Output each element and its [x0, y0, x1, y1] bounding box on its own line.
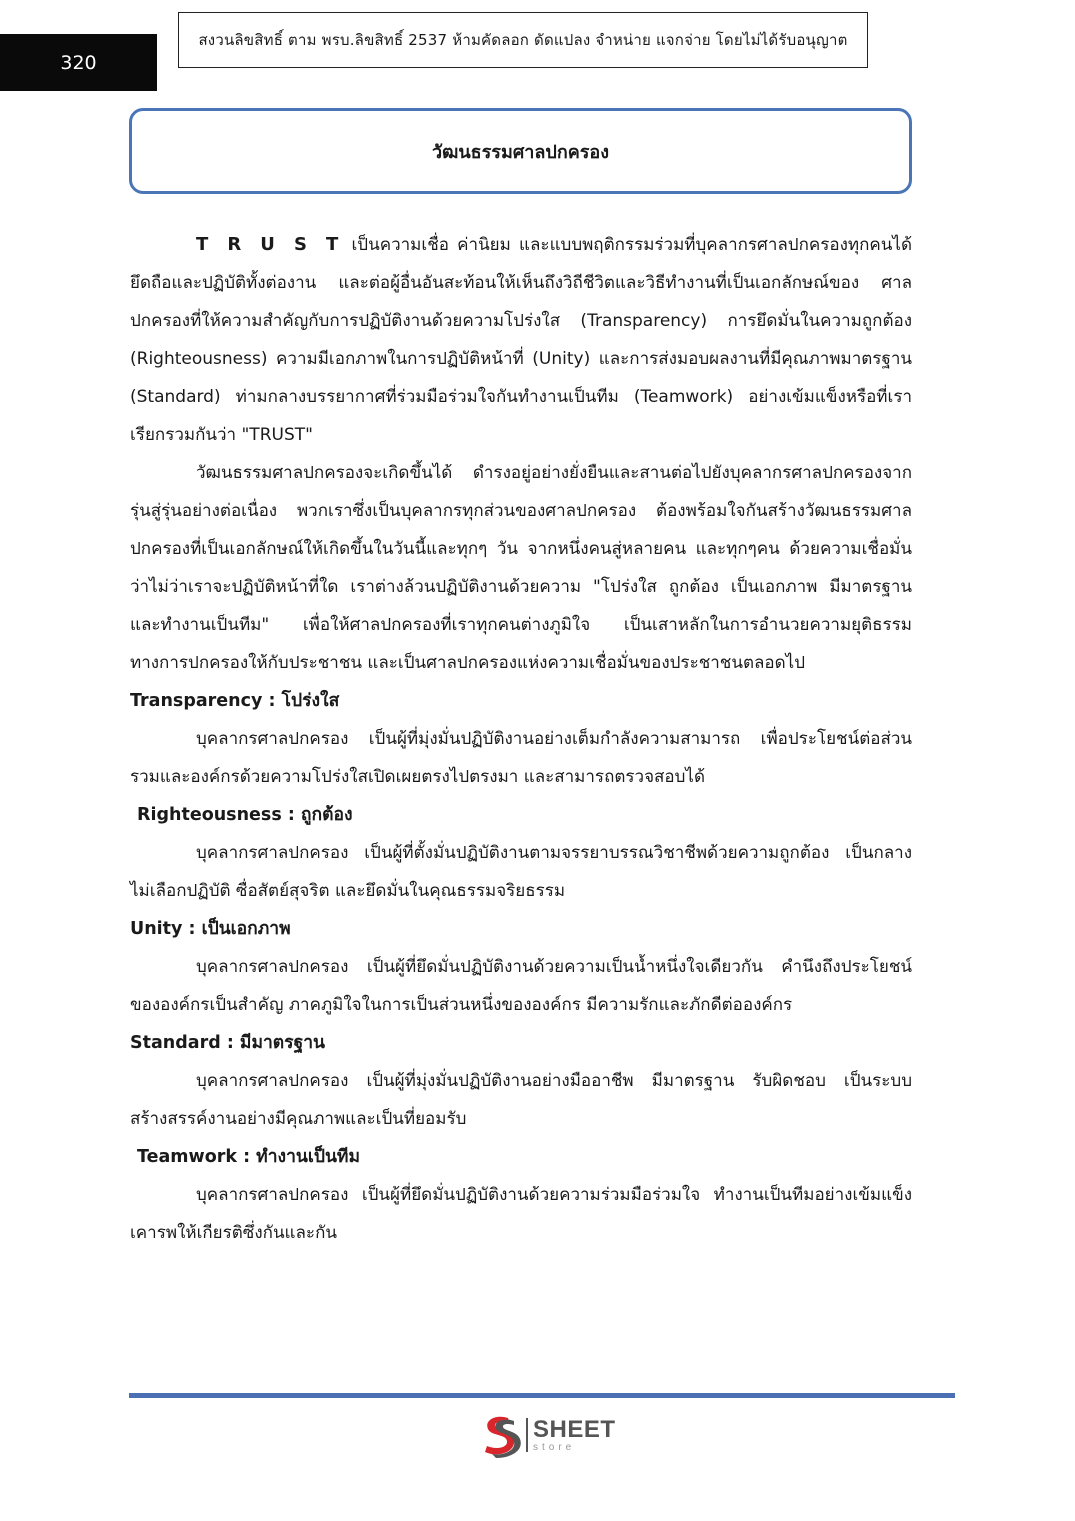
page-number: 320	[0, 34, 157, 91]
logo-word: SHEET	[533, 1415, 616, 1443]
value-heading-righteousness: Righteousness : ถูกต้อง	[137, 805, 353, 825]
value-text-standard: บุคลากรศาลปกครอง เป็นผู้ที่มุ่งมั่นปฏิบัติงานอย่างมืออาชีพ มีมาตรฐาน รับผิดชอบ เป็นระบบสร้างสรรค์งานอย่างมีคุณภาพและเป็นที่ยอมรับ	[130, 1071, 912, 1129]
sheet-store-logo	[478, 1412, 628, 1458]
value-heading-teamwork: Teamwork : ทำงานเป็นทีม	[137, 1147, 360, 1167]
logo-text	[533, 1415, 616, 1453]
value-text-transparency: บุคลากรศาลปกครอง เป็นผู้ที่มุ่งมั่นปฏิบัติงานอย่างเต็มกำลังความสามารถ เพื่อประโยชน์ต่อส่วนรวมและองค์กรด้วยความโปร่งใสเปิดเผยตรงไปตรงมา และสามารถตรวจสอบได้	[130, 729, 912, 787]
value-heading-transparency: Transparency : โปร่งใส	[130, 691, 340, 711]
page-title: วัฒนธรรมศาลปกครอง	[431, 141, 610, 163]
sheet-s-logo-icon	[478, 1412, 524, 1458]
value-text-righteousness: บุคลากรศาลปกครอง เป็นผู้ที่ตั้งมั่นปฏิบัติงานตามจรรยาบรรณวิชาชีพด้วยความถูกต้อง เป็นกลาง ไม่เลือกปฏิบัติ ซื่อสัตย์สุจริต และยึดมั่นในคุณธรรมจริยธรรม	[130, 843, 912, 901]
copyright-text: สงวนลิขสิทธิ์ ตาม พรบ.ลิขสิทธิ์ 2537 ห้ามคัดลอก ดัดแปลง จำหน่าย แจกจ่าย โดยไม่ได้รับอนุญาต	[198, 31, 848, 49]
value-heading-standard: Standard : มีมาตรฐาน	[130, 1033, 326, 1053]
intro-paragraph	[130, 226, 912, 454]
intro-text: เป็นความเชื่อ ค่านิยม และแบบพฤติกรรมร่วมที่บุคลากรศาลปกครองทุกคนได้ยึดถือและปฏิบัติทั้งต่องาน และต่อผู้อื่นอันสะท้อนให้เห็นถึงวิถีชีวิตและวิธีทำงานที่เป็นเอกลักษณ์ของ ศาลปกครองที่ให้ความสำคัญกับการปฏิบัติงานด้วยความโปร่งใส (Transparency) การยึดมั่นในความถูกต้อง (Righteousness) ความมีเอกภาพในการปฏิบัติหน้าที่ (Unity) และการส่งมอบผลงานที่มีคุณภาพมาตรฐาน (Standard) ท่ามกลางบรรยากาศที่ร่วมมือร่วมใจกันทำงานเป็นทีม (Teamwork) อย่างเข้มแข็งหรือที่เราเรียกรวมกันว่า "TRUST"	[130, 235, 912, 445]
paragraph-2: วัฒนธรรมศาลปกครองจะเกิดขึ้นได้ ดำรงอยู่อย่างยั่งยืนและสานต่อไปยังบุคลากรศาลปกครองจากรุ่นสู่รุ่นอย่างต่อเนื่อง พวกเราซึ่งเป็นบุคลากรทุกส่วนของศาลปกครอง ต้องพร้อมใจกันสร้างวัฒนธรรมศาลปกครองที่เป็นเอกลักษณ์ให้เกิดขึ้นในวันนี้และทุกๆ วัน จากหนึ่งคนสู่หลายคน และทุกๆคน ด้วยความเชื่อมั่นว่าไม่ว่าเราจะปฏิบัติหน้าที่ใด เราต่างล้วนปฏิบัติงานด้วยความ "โปร่งใส ถูกต้อง เป็นเอกภาพ มีมาตรฐาน และทำงานเป็นทีม" เพื่อให้ศาลปกครองที่เราทุกคนต่างภูมิใจ เป็นเสาหลักในการอำนวยความยุติธรรมทางการปกครองให้กับประชาชน และเป็นศาลปกครองแห่งความเชื่อมั่นของประชาชนตลอดไป	[130, 463, 912, 673]
copyright-notice	[178, 12, 868, 68]
footer-rule	[129, 1393, 955, 1398]
title-box	[129, 108, 912, 194]
intro-lead: T R U S T	[196, 234, 344, 255]
value-text-teamwork: บุคลากรศาลปกครอง เป็นผู้ที่ยึดมั่นปฏิบัติงานด้วยความร่วมมือร่วมใจ ทำงานเป็นทีมอย่างเข้มแข็ง เคารพให้เกียรติซึ่งกันและกัน	[130, 1185, 912, 1243]
content-body	[130, 226, 912, 1252]
logo-subtext: store	[533, 1441, 576, 1453]
value-heading-unity: Unity : เป็นเอกภาพ	[130, 919, 291, 939]
value-text-unity: บุคลากรศาลปกครอง เป็นผู้ที่ยึดมั่นปฏิบัติงานด้วยความเป็นน้ำหนึ่งใจเดียวกัน คำนึงถึงประโยชน์ขององค์กรเป็นสำคัญ ภาคภูมิใจในการเป็นส่วนหนึ่งขององค์กร มีความรักและภักดีต่อองค์กร	[130, 957, 912, 1015]
logo-divider	[526, 1418, 528, 1452]
